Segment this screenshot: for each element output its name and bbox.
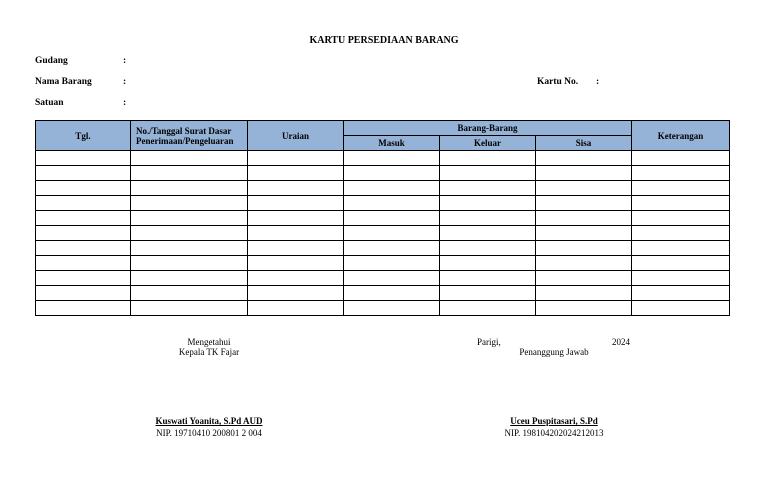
table-cell (131, 211, 248, 226)
table-cell (344, 166, 440, 181)
table-cell (632, 166, 730, 181)
table-cell (248, 196, 344, 211)
table-cell (536, 151, 632, 166)
table-cell (36, 151, 131, 166)
table-row (36, 241, 730, 256)
left-signature-nip: NIP. 19710410 200801 2 004 (156, 428, 262, 438)
table-cell (131, 286, 248, 301)
table-cell (36, 241, 131, 256)
table-cell (36, 226, 131, 241)
table-cell (344, 151, 440, 166)
kartu-no-colon: : (596, 77, 600, 87)
document-title: KARTU PERSEDIAAN BARANG (309, 35, 459, 46)
header-uraian: Uraian (248, 121, 344, 151)
table-cell (131, 241, 248, 256)
left-signature-name: Kuswati Yoanita, S.Pd AUD (155, 416, 263, 426)
table-row (36, 151, 730, 166)
table-cell (536, 226, 632, 241)
table-cell (632, 256, 730, 271)
table-cell (536, 301, 632, 316)
table-row (36, 166, 730, 181)
table-cell (536, 181, 632, 196)
table-cell (344, 181, 440, 196)
table-cell (131, 256, 248, 271)
table-cell (36, 211, 131, 226)
table-cell (536, 166, 632, 181)
table-row (36, 286, 730, 301)
table-cell (632, 211, 730, 226)
table-cell (440, 226, 536, 241)
table-row (36, 211, 730, 226)
table-cell (440, 181, 536, 196)
table-cell (536, 211, 632, 226)
table-row (36, 181, 730, 196)
left-signature-line1: Mengetahui (187, 337, 231, 347)
header-surat-dasar (131, 121, 248, 151)
table-cell (440, 211, 536, 226)
table-cell (344, 301, 440, 316)
table-cell (36, 181, 131, 196)
table-cell (344, 271, 440, 286)
table-cell (36, 166, 131, 181)
table-cell (248, 166, 344, 181)
table-cell (440, 196, 536, 211)
table-cell (248, 151, 344, 166)
table-cell (344, 196, 440, 211)
table-body (36, 151, 730, 316)
table-cell (536, 241, 632, 256)
table-row (36, 226, 730, 241)
table-row (36, 256, 730, 271)
table-cell (36, 286, 131, 301)
header-tgl: Tgl. (36, 121, 131, 151)
inventory-table (35, 120, 730, 316)
nama-barang-label: Nama Barang (35, 77, 92, 87)
table-cell (632, 241, 730, 256)
table-row (36, 271, 730, 286)
table-cell (440, 241, 536, 256)
table-cell (536, 256, 632, 271)
right-signature-nip: NIP. 198104202024212013 (504, 428, 604, 438)
table-cell (248, 241, 344, 256)
table-cell (632, 226, 730, 241)
table-cell (632, 301, 730, 316)
table-cell (131, 151, 248, 166)
table-cell (344, 226, 440, 241)
table-cell (248, 271, 344, 286)
gudang-label: Gudang (35, 56, 68, 66)
table-cell (632, 196, 730, 211)
right-signature-name: Uceu Puspitasari, S.Pd (510, 416, 598, 426)
table-cell (36, 271, 131, 286)
table-cell (248, 301, 344, 316)
table-cell (632, 286, 730, 301)
left-signature-line2: Kepala TK Fajar (178, 347, 240, 357)
header-barang: Barang-Barang (344, 121, 632, 136)
header-sisa: Sisa (536, 136, 632, 151)
table-cell (440, 256, 536, 271)
table-row (36, 301, 730, 316)
table-cell (632, 151, 730, 166)
table-cell (344, 286, 440, 301)
table-cell (131, 166, 248, 181)
table-cell (131, 181, 248, 196)
header-surat-line1: No./Tanggal Surat Dasar (136, 125, 232, 136)
table-cell (440, 151, 536, 166)
table-cell (36, 301, 131, 316)
table-cell (131, 226, 248, 241)
table-cell (440, 166, 536, 181)
table-cell (344, 241, 440, 256)
table-cell (248, 286, 344, 301)
satuan-colon: : (123, 98, 127, 108)
table-cell (632, 181, 730, 196)
right-signature-place: Parigi, (477, 337, 501, 347)
table-cell (536, 271, 632, 286)
right-signature-line2: Penanggung Jawab (519, 347, 589, 357)
table-cell (536, 196, 632, 211)
table-cell (344, 211, 440, 226)
table-cell (440, 286, 536, 301)
nama-barang-colon: : (123, 77, 127, 87)
right-signature-year: 2024 (612, 337, 630, 347)
table-cell (248, 226, 344, 241)
table-cell (536, 286, 632, 301)
header-keterangan: Keterangan (632, 121, 730, 151)
header-surat-line2: Penerimaan/Pengeluaran (136, 135, 234, 146)
table-cell (131, 301, 248, 316)
header-masuk: Masuk (344, 136, 440, 151)
table-row (36, 196, 730, 211)
table-cell (131, 271, 248, 286)
table-cell (36, 196, 131, 211)
table-cell (632, 271, 730, 286)
table-cell (248, 256, 344, 271)
table-cell (440, 301, 536, 316)
gudang-colon: : (123, 56, 127, 66)
table-cell (248, 211, 344, 226)
table-cell (440, 271, 536, 286)
table-cell (131, 196, 248, 211)
kartu-no-label: Kartu No. (537, 77, 579, 87)
table-cell (36, 256, 131, 271)
table-cell (344, 256, 440, 271)
satuan-label: Satuan (35, 98, 64, 108)
header-keluar: Keluar (440, 136, 536, 151)
table-cell (248, 181, 344, 196)
